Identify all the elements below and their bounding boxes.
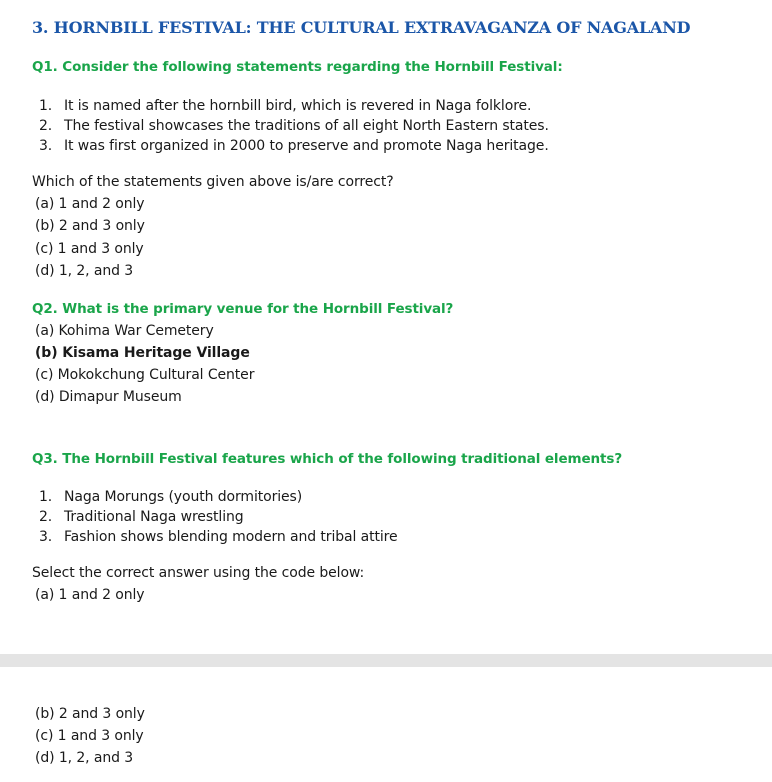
q1-option-c: (c) 1 and 3 only: [35, 241, 144, 257]
q3-statement: Traditional Naga wrestling: [64, 509, 244, 525]
q1-statement-number: 3.: [39, 138, 53, 154]
q1-statement: It was first organized in 2000 to preserve and promote Naga heritage.: [64, 138, 549, 154]
q3-option-b: (b) 2 and 3 only: [35, 706, 145, 722]
q1-statement-number: 1.: [39, 98, 53, 114]
q3-prompt: Select the correct answer using the code below:: [32, 565, 365, 581]
q2-option-b-answer: (b) Kisama Heritage Village: [35, 345, 250, 361]
q2-option-d: (d) Dimapur Museum: [35, 389, 182, 405]
q2-option-c: (c) Mokokchung Cultural Center: [35, 367, 255, 383]
q3-option-a: (a) 1 and 2 only: [35, 587, 145, 603]
q1-option-b: (b) 2 and 3 only: [35, 218, 145, 234]
q3-question: Q3. The Hornbill Festival features which of the following traditional elements?: [32, 451, 623, 467]
page-break: [0, 654, 772, 667]
q3-statement: Fashion shows blending modern and tribal attire: [64, 529, 398, 545]
q1-question: Q1. Consider the following statements regarding the Hornbill Festival:: [32, 59, 563, 75]
q1-statement-number: 2.: [39, 118, 53, 134]
section-title: 3. HORNBILL FESTIVAL: THE CULTURAL EXTRAVAGANZA OF NAGALAND: [32, 18, 691, 37]
q1-statement: The festival showcases the traditions of all eight North Eastern states.: [64, 118, 549, 134]
document-page-2: [0, 667, 772, 782]
q3-statement-number: 3.: [39, 529, 53, 545]
q3-option-d: (d) 1, 2, and 3: [35, 750, 134, 766]
q3-statement: Naga Morungs (youth dormitories): [64, 489, 303, 505]
q1-option-d: (d) 1, 2, and 3: [35, 263, 134, 279]
q1-option-a: (a) 1 and 2 only: [35, 196, 145, 212]
q2-question: Q2. What is the primary venue for the Hornbill Festival?: [32, 301, 454, 317]
q3-statement-number: 1.: [39, 489, 53, 505]
q3-statement-number: 2.: [39, 509, 53, 525]
q2-option-a: (a) Kohima War Cemetery: [35, 323, 214, 339]
q1-prompt: Which of the statements given above is/are correct?: [32, 174, 394, 190]
q3-option-c: (c) 1 and 3 only: [35, 728, 144, 744]
q1-statement: It is named after the hornbill bird, which is revered in Naga folklore.: [64, 98, 532, 114]
